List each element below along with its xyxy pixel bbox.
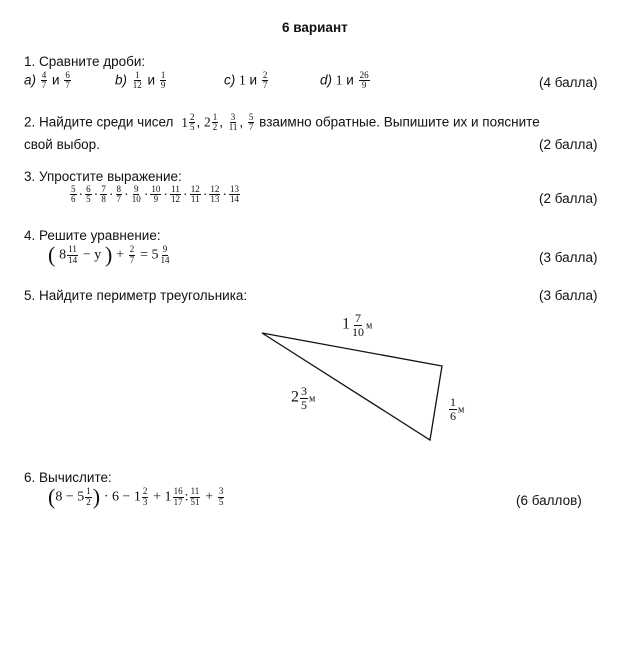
multiply-sign: ·: [124, 187, 129, 203]
multiply-sign: ·: [93, 187, 99, 203]
task4-heading: 4. Решите уравнение:: [24, 228, 161, 243]
task3-factor: $\frac{13}{14}$: [230, 184, 240, 205]
task1-item-d: d) 1 и $\frac{26}{9}$: [320, 70, 369, 91]
task3-factor: $\frac{11}{12}$: [171, 184, 181, 205]
task1-points: (4 балла): [539, 75, 598, 90]
task3-factor: $\frac{12}{11}$: [190, 184, 200, 205]
multiply-sign: ·: [143, 187, 149, 203]
task3-points: (2 балла): [539, 191, 598, 206]
triangle: [262, 333, 442, 440]
multiply-sign: ·: [163, 187, 169, 203]
task1-item-c: c) 1 и $\frac{2}{7}$: [224, 70, 268, 91]
page-title: 6 вариант: [282, 20, 348, 35]
triangle-side-left-label: 2 $\frac{3}{5}$ м: [291, 384, 316, 412]
task3-factor: $\frac{7}{8}$: [101, 184, 106, 205]
task2-points: (2 балла): [539, 137, 598, 152]
task2-line2: свой выбор.: [24, 137, 100, 152]
multiply-sign: ·: [108, 187, 114, 203]
task3-factor: $\frac{9}{10}$: [131, 184, 141, 205]
task6-points: (6 баллов): [516, 493, 582, 508]
task2-line1: 2. Найдите среди чисел 1 $\frac{2}{5}$ , 2 $\frac{1}{2}$ , $\frac{3}{11}$ , $\frac{5}{7}$ взаимно обратные. Выпишите их и поясните: [24, 112, 540, 133]
task3-heading: 3. Упростите выражение:: [24, 169, 182, 184]
triangle-side-right-label: $\frac{1}{6}$ м: [450, 395, 465, 423]
triangle-side-top-label: 1 $\frac{7}{10}$ м: [342, 311, 373, 339]
multiply-sign: ·: [202, 187, 208, 203]
task4-points: (3 балла): [539, 250, 598, 265]
task6-heading: 6. Вычислите:: [24, 470, 112, 485]
task5-heading: 5. Найдите периметр треугольника:: [24, 288, 248, 303]
task3-factor: $\frac{10}{9}$: [151, 184, 161, 205]
task1-item-b: b) $\frac{1}{12}$ и $\frac{1}{9}$: [115, 70, 166, 91]
multiply-sign: ·: [78, 187, 84, 203]
task1-heading: 1. Сравните дроби:: [24, 54, 146, 69]
task3-factor: $\frac{5}{6}$: [71, 184, 76, 205]
multiply-sign: ·: [222, 187, 228, 203]
task3-factor: $\frac{12}{13}$: [210, 184, 220, 205]
task1-item-a: a) $\frac{4}{7}$ и $\frac{6}{7}$: [24, 70, 70, 91]
task6-expression: (8 − 5 $\frac{1}{2}$ ) · 6 − 1 $\frac{2}{3}$ + 1 $\frac{16}{17}$ : $\frac{11}{51}$ + $\frac{3}{5}$: [48, 484, 224, 509]
task5-points: (3 балла): [539, 288, 598, 303]
task3-factor: $\frac{8}{7}$: [116, 184, 122, 205]
task3-factor: $\frac{6}{5}$: [86, 184, 91, 205]
task4-equation: ( 8 $\frac{11}{14}$ − y ) + $\frac{2}{7}$ = 5 $\frac{9}{14}$: [48, 242, 170, 267]
multiply-sign: ·: [183, 187, 188, 203]
